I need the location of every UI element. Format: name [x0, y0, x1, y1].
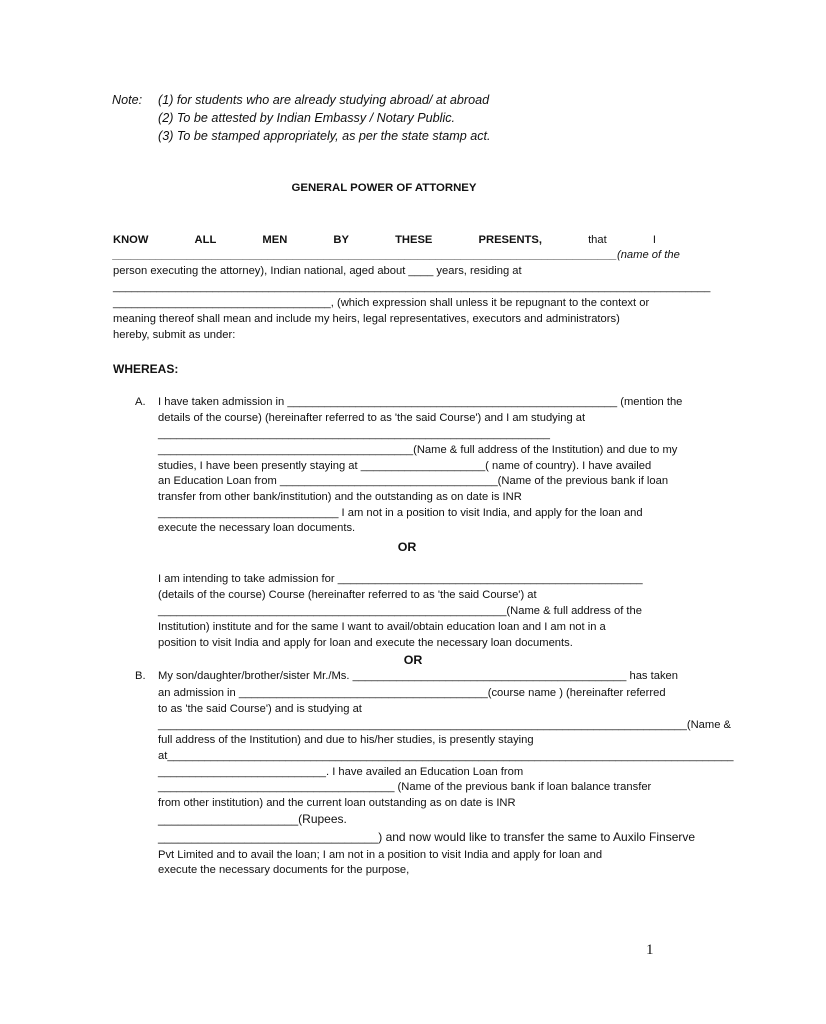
section-a-marker: A. — [135, 396, 146, 408]
intro-word: BY — [333, 234, 349, 246]
note-item-1: (1) for students who are already studying abroad/ at abroad — [158, 93, 490, 107]
section-a-line: an Education Loan from ___________________________________(Name of the previous bank if loan — [158, 475, 669, 487]
intro-word: KNOW — [113, 234, 149, 246]
note-label: Note: — [112, 93, 143, 107]
or-separator: OR — [397, 540, 417, 554]
section-b-line: at___________________________________________________________________________________________ — [158, 750, 734, 762]
section-a-alt-line: Institution) institute and for the same I want to avail/obtain education loan and I am not in a — [158, 621, 606, 633]
whereas-heading: WHEREAS: — [113, 362, 179, 376]
section-b-line: ___________________________. I have availed an Education Loan from — [158, 766, 524, 778]
intro-line-4: ________________________________________________________________________________________________ — [113, 281, 711, 293]
section-a-alt-line: I am intending to take admission for _________________________________________________ — [158, 573, 643, 585]
section-b-line: to as 'the said Course') and is studying at — [158, 703, 362, 715]
intro-line-1 — [113, 233, 656, 248]
section-b-line: _____________________(Rupees. — [158, 812, 347, 826]
section-b-line: Pvt Limited and to avail the loan; I am not in a position to visit India and apply for loan and — [158, 849, 603, 861]
section-a-alt-line: position to visit India and apply for loan and execute the necessary loan documents. — [158, 637, 573, 649]
section-b-line: an admission in ________________________________________(course name ) (hereinafter referred — [158, 687, 666, 699]
section-a-alt-line: ________________________________________________________(Name & full address of the — [158, 605, 642, 617]
intro-word: I — [652, 234, 656, 246]
intro-line-3: person executing the attorney), Indian national, aged about ____ years, residing at — [113, 265, 522, 277]
intro-word: MEN — [262, 234, 288, 246]
intro-word: THESE — [395, 234, 433, 246]
section-a-line: _______________________________________________________________ — [158, 428, 550, 440]
section-b-line: _____________________________________________________________________________________(Name & — [158, 719, 732, 731]
section-a-line: execute the necessary loan documents. — [158, 522, 356, 534]
section-b-line: full address of the Institution) and due to his/her studies, is presently staying — [158, 734, 534, 746]
intro-word: that — [588, 234, 607, 246]
section-a-line: studies, I have been presently staying at ____________________( name of country). I have availed — [158, 460, 652, 472]
intro-line-2: _________________________________________________________________________________(name of the — [113, 249, 680, 261]
section-b-line: from other institution) and the current loan outstanding as on date is INR — [158, 797, 516, 809]
note-item-2: (2) To be attested by Indian Embassy / Notary Public. — [158, 111, 456, 125]
section-a-line: _________________________________________(Name & full address of the Institution) and due to my — [158, 444, 678, 456]
section-b-line: My son/daughter/brother/sister Mr./Ms. ____________________________________________ has taken — [158, 670, 678, 682]
intro-word: ALL — [194, 234, 217, 246]
section-a-alt-line: (details of the course) Course (hereinafter referred to as 'the said Course') at — [158, 589, 537, 601]
or-separator: OR — [403, 653, 423, 667]
section-a-line: I have taken admission in _____________________________________________________ (mention the — [158, 396, 683, 408]
intro-word: PRESENTS, — [478, 234, 542, 246]
section-a-line: transfer from other bank/institution) and the outstanding as on date is INR — [158, 491, 522, 503]
section-b-line: execute the necessary documents for the purpose, — [158, 864, 410, 876]
section-a-line: details of the course) (hereinafter referred to as 'the said Course') and I am studying at — [158, 412, 586, 424]
page-number: 1 — [646, 942, 654, 958]
section-b-line: ______________________________________ (Name of the previous bank if loan balance transfer — [158, 781, 652, 793]
section-b-marker: B. — [135, 670, 146, 682]
note-item-3: (3) To be stamped appropriately, as per the state stamp act. — [158, 129, 491, 143]
intro-line-6: meaning thereof shall mean and include my heirs, legal representatives, executors and administrators) — [113, 313, 620, 325]
section-b-line: _________________________________) and now would like to transfer the same to Auxilo Finserve — [158, 830, 696, 844]
document-title: GENERAL POWER OF ATTORNEY — [291, 182, 477, 194]
intro-line-5: ___________________________________, (which expression shall unless it be repugnant to the context or — [113, 297, 650, 309]
section-a-line: _____________________________ I am not in a position to visit India, and apply for the loan and — [158, 507, 643, 519]
intro-line-7: hereby, submit as under: — [113, 329, 236, 341]
